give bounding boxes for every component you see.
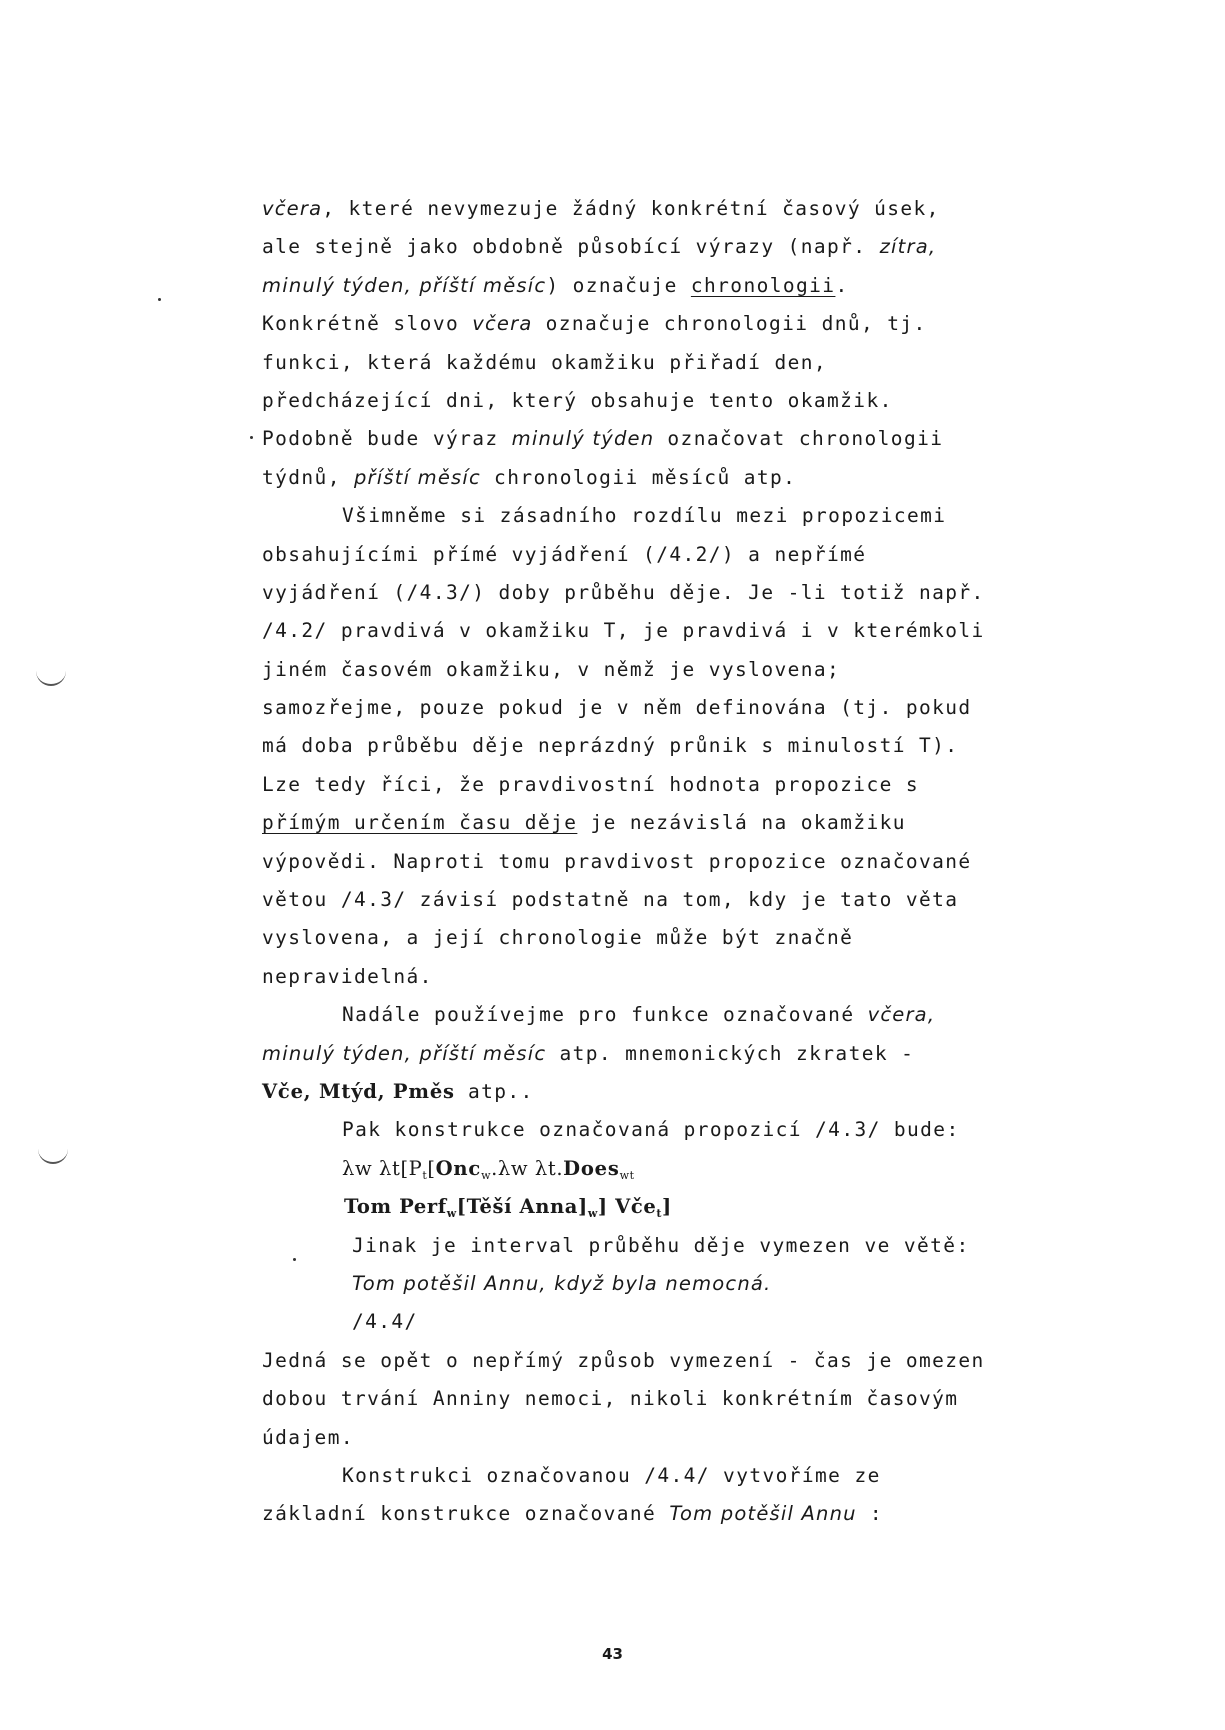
text-segment: Jinak je interval průběhu děje vymezen ve větě: [352,1233,970,1257]
text-line [262,996,1082,1034]
text-segment: Pak konstrukce označovaná propozicí /4.3/ bude: [342,1118,960,1142]
page-number: 43 [602,1645,623,1663]
formula-part: Tom Perf [344,1195,447,1219]
text-line [262,1303,1082,1341]
text-line [262,919,1082,957]
text-line [262,1457,1082,1495]
text-segment: minulý týden [511,427,655,451]
formula-sub: w [481,1168,492,1182]
text-segment: ) označuje [546,273,691,297]
text-segment: má doba průběbu děje neprázdný průnik s minulostí T). [262,734,959,758]
text-segment: údajem. [262,1425,354,1449]
text-line [262,382,1082,420]
text-segment: /4.2/ pravdivá v okamžiku T, je pravdivá i v kterémkoli [262,619,985,643]
text-line [262,1035,1082,1073]
text-segment: nepravidelná. [262,964,433,988]
text-line [262,267,1082,305]
text-segment: Všimněme si zásadního rozdílu mezi propozicemi [342,504,947,528]
formula-sub: w [587,1207,598,1221]
text-segment: atp. mnemonických zkratek - [546,1041,915,1065]
text-segment: ale stejně jako obdobně působící výrazy (např. [262,235,880,259]
text-line [262,651,1082,689]
text-line [262,612,1082,650]
text-line [262,727,1082,765]
text-segment: týdnů, [262,465,354,489]
text-segment: Podobně bude výraz [262,427,512,451]
formula-sub: t [422,1168,428,1182]
formula-part: [Těší Anna] [456,1195,588,1219]
text-segment: včera, [867,1003,936,1027]
text-segment: , které nevymezuje žádný konkrétní časový úsek, [322,197,940,220]
text-line [262,420,1082,458]
text-segment: základní konstrukce označované [262,1502,670,1526]
text-line [262,1342,1082,1380]
text-line [262,1495,1082,1533]
text-line [262,804,1082,842]
text-segment: minulý týden, příští měsíc [262,273,547,297]
text-segment: obsahujícími přímé vyjádření (/4.2/) a nepřímé [262,542,867,566]
formula-part: .λw λt. [491,1156,564,1180]
text-line [262,228,1082,266]
text-segment: . [835,273,849,297]
text-line [262,497,1082,535]
text-line [262,1265,1082,1303]
formula-part: ] Vče [597,1195,657,1219]
text-line [262,1073,1082,1111]
text-line [262,459,1082,497]
formula-line [344,1195,672,1221]
text-segment: funkci, která každému okamžiku přiřadí den, [262,350,828,374]
text-line [262,881,1082,919]
text-line [262,1419,1082,1457]
text-line [262,958,1082,996]
scan-mark [36,670,66,686]
text-segment: Nadále používejme pro funkce označované [342,1003,868,1027]
text-line [262,1380,1082,1418]
body-text [262,190,1082,1534]
text-line [262,1188,1082,1226]
text-segment: Lze tedy říci, že pravdivostní hodnota propozice s [262,772,919,796]
scan-mark [38,1148,68,1164]
text-line [262,536,1082,574]
text-segment: vyjádření (/4.3/) doby průběhu děje. Je -li totiž např. [262,580,985,604]
text-line [262,190,1082,228]
formula-sub: w [446,1207,457,1221]
text-line [262,843,1082,881]
text-segment: chronologii měsíců atp. [480,465,797,489]
text-segment: je nezávislá na okamžiku [577,811,906,835]
formula-sub: wt [619,1168,635,1182]
text-segment: Jedná se opět o nepřímý způsob vymezení - čas je omezen [262,1348,985,1372]
text-line [262,305,1082,343]
formula-term: Does [563,1156,620,1180]
formula-part: ] [662,1195,672,1219]
text-segment: větou /4.3/ závisí podstatně na tom, kdy je tato věta [262,888,959,912]
text-segment: samozřejme, pouze pokud je v něm definována (tj. pokud [262,696,972,720]
scan-speck [250,436,253,439]
text-line [262,574,1082,612]
text-line [262,1150,1082,1188]
text-segment: příští měsíc [353,465,481,489]
text-segment: výpovědi. Naproti tomu pravdivost propozice označované [262,849,972,873]
formula-line [342,1157,635,1180]
text-segment: dobou trvání Anniny nemoci, nikoli konkrétním časovým [262,1387,959,1411]
formula-sub: t [656,1207,663,1221]
text-segment: Tom potěšil Annu [669,1502,857,1526]
text-segment: atp.. [454,1079,534,1103]
text-segment: jiném časovém okamžiku, v němž je vyslovena; [262,657,841,681]
text-segment: : [856,1502,884,1526]
text-segment: /4.4/ [352,1310,418,1334]
text-segment: označuje chronologii dnů, tj. [532,312,927,336]
text-line [262,689,1082,727]
formula-part: [ [427,1156,436,1180]
text-line [262,344,1082,382]
text-segment: včera [472,312,533,336]
text-segment: Konkrétně slovo [262,312,473,336]
formula-term: Onc [435,1156,482,1180]
text-line [262,1111,1082,1149]
text-segment: včera [262,197,323,220]
text-segment: označovat chronologii [654,427,944,451]
formula-part: λw λt[P [342,1156,423,1180]
text-segment: minulý týden, příští měsíc [262,1041,547,1065]
text-segment: přímým určením času děje [262,811,578,835]
text-segment: zítra, [879,235,937,259]
text-segment: vyslovena, a její chronologie může být značně [262,926,854,950]
text-line [262,766,1082,804]
text-segment: Vče, Mtýd, Pměs [262,1079,455,1103]
scan-speck [158,298,161,301]
text-segment: chronologii [690,273,836,297]
text-segment: Tom potěšil Annu, když byla nemocná. [352,1271,772,1295]
text-line [262,1227,1082,1265]
text-segment: Konstrukci označovanou /4.4/ vytvoříme ze [342,1463,881,1487]
text-segment: předcházející dni, který obsahuje tento okamžik. [262,388,893,412]
